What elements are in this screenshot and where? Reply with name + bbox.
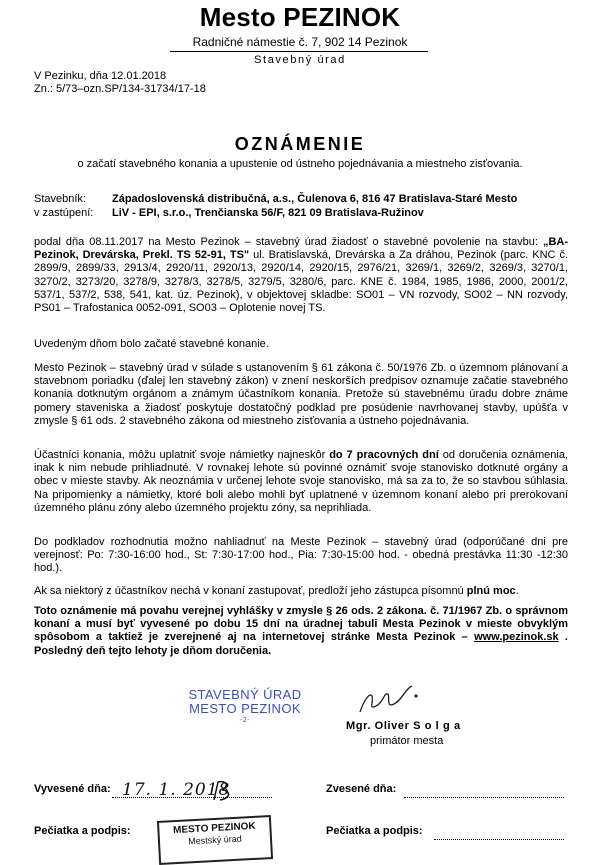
municipal-office-stamp [157,815,273,865]
notice-heading: OZNÁMENIE [234,134,366,154]
builder-value: Západoslovenská distribučná, a.s., Čulenova 6, 816 47 Bratislava-Staré Mesto [112,193,518,205]
builder-label: Stavebník: [34,193,86,205]
reference-number: Zn.: 5/73–ozn.SP/134-31734/17-18 [34,83,206,95]
representation-end: . [515,585,519,597]
representation-text: Ak sa niektorý z účastníkov nechá v konaní zastupovať, predloží jeho zástupca písomnú [34,585,467,597]
stamp-line-1: STAVEBNÝ ÚRAD [188,687,302,702]
seal-signature-line-right [434,839,564,840]
municipality-address: Radničné námestie č. 7, 902 14 Pezinok [192,35,408,49]
municipality-title: Mesto PEZINOK [199,2,401,32]
rect-stamp-office: Mestský úrad [188,833,242,847]
objections-details: od doručenia oznámenia, inak k nim nebude prihliadnuté. V rovnakej lehote sú povinné oznámiť svoje stanovisko dotknuté orgány a obec v mieste stavby. Ak neoznámia v určenej lehote svoje stanovisko, má sa za to, že so stavbou súhlasia. Na pripomienky a námietky, ktoré boli alebo mohli byť uplatnené v územnom konaní alebo pri prerokovaní územného plánu zóny alebo územného projektu zóny, sa neprihliada. [34,449,569,514]
office-name: Stavebný úrad [254,54,346,66]
signer-role: primátor mesta [370,735,444,747]
represented-label: v zastúpení: [34,207,94,219]
seal-signature-label-left: Pečiatka a podpis: [34,825,131,837]
power-of-attorney: plnú moc [466,585,516,597]
legal-basis-paragraph: Mesto Pezinok – stavebný úrad v súlade s ustanovením § 61 zákona č. 50/1976 Zb. o územnom plánovaní a stavebnom poriadku (ďalej len stavebný zákon) v znení neskorších predpisov oznamuje začatie stavebného konania dotknutým orgánom a známym účastníkom konania. Pretože sú stavebnému úradu dobre známe pomery staveniska a žiadosť poskytuje dostatočný podklad pre posúdenie navrhovanej stavby, upúšťa v zmysle § 61 ods. 2 stavebného zákona od miestneho zisťovania a ústneho pojednávania. [34,362,568,427]
representation-paragraph [34,585,568,598]
application-intro: podal dňa 08.11.2017 na Mesto Pezinok – stavebný úrad žiadosť o stavebné povolenie na stavbu: [34,236,543,248]
public-notice-text: Toto oznámenie má povahu verejnej vyhlášky v zmysle § 26 ods. 2 zákona. č. 71/1967 Zb. o správnom konaní a musí byť vyvesené po dobu 15 dní na úradnej tabuli Mesta Pezinok v mieste obvyklým spôsobom a taktiež je zverejnené aj na internetovej stránke Mesta Pezinok – [34,605,568,644]
removed-date-label: Zvesené dňa: [326,783,397,795]
objections-paragraph [34,449,568,515]
project-name: „BA-Pezinok, Drevárska, Prekl. TS 52-91, TS" [34,236,568,262]
public-notice-paragraph [34,605,568,658]
construction-started-paragraph: Uvedeným dňom bolo začaté stavebné konanie. [34,338,269,350]
objections-intro: Účastníci konania, môžu uplatniť svoje námietky najneskôr [34,449,330,461]
header-divider [170,51,428,52]
posted-initials-mark [210,778,236,804]
notice-subheading: o začatí stavebného konania a upustenie od ústneho pojednávania a miestneho zisťovania. [77,158,523,170]
place-date: V Pezinku, dňa 12.01.2018 [34,70,167,82]
office-hours-paragraph: Do podkladov rozhodnutia možno nahliadnuť na Meste Pezinok – stavebný úrad (odporúčané dni pre verejnosť: Po: 7:30-16:00 hod., St: 7:30-17:00 hod., Pia: 7:30-15:00 hod. - obedná prestávka 11:30 -12:30 hod.). [34,536,568,575]
website-link[interactable]: www.pezinok.sk [474,631,559,644]
signature-mark [354,682,434,718]
rect-stamp-city: MESTO PEZINOK [172,820,256,837]
stamp-number: -2- [240,717,250,724]
application-details: ul. Bratislavská, Drevárska a Za dráhou, Pezinok (parc. KNC č. 2899/9, 2899/33, 2913/4, 2920/11, 2920/13, 2920/14, 2920/15, 2976/21, 3269/1, 3269/2, 3269/3, 3270/1, 3270/2, 3273/20, 3278/9, 3278/3, 3278/5, 3279/5, 3280/6, parc. KNE č. 1984, 1985, 1986, 2000, 2001/2, 537/1, 537/2, 538, 541, kat. úz. Pezinok), v objektovej skladbe: SO01 – VN rozvody, SO02 – NN rozvody, PS01 – Trafostanica 0052-091, SO03 – Oplotenie novej TS. [34,249,569,315]
public-notice-end: . Posledný deň tejto lehoty je dňom doručenia. [34,631,568,657]
objections-deadline: do 7 pracovných dní [329,449,439,461]
removed-date-line [404,797,564,798]
signer-name: Mgr. Oliver S o l g a [346,720,461,732]
application-paragraph [34,236,568,315]
posted-date-label: Vyvesené dňa: [34,783,111,795]
represented-value: LiV - EPI, s.r.o., Trenčianska 56/F, 821 09 Bratislava-Ružinov [112,207,424,219]
office-stamp [185,688,305,726]
seal-signature-label-right: Pečiatka a podpis: [326,825,423,837]
posted-date-handwritten: 17. 1. 2018 [122,780,231,800]
stamp-line-2: MESTO PEZINOK [189,701,301,716]
